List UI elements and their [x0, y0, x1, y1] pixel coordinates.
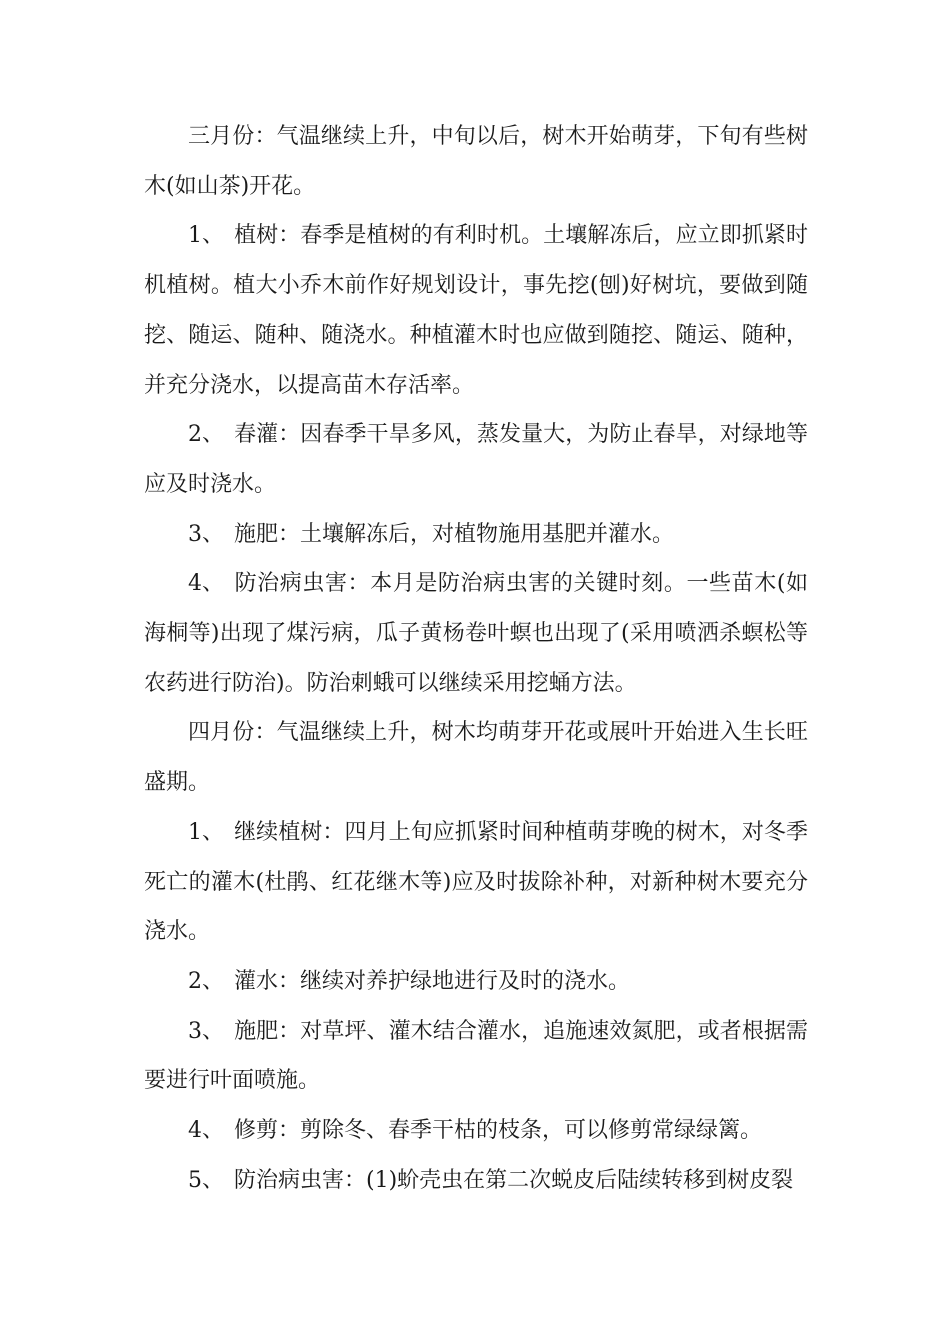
item-number: 1、: [188, 223, 224, 249]
item-number: 2、: [188, 968, 224, 994]
paragraph-april-fertilizing: [144, 1007, 808, 1106]
paragraph-text: 继续植树：四月上旬应抓紧时间种植萌芽晚的树木，对冬季死亡的灌木(杜鹃、红花继木等)应及时拔除补种，对新种树木要充分浇水。: [144, 819, 808, 945]
item-number: 2、: [188, 422, 224, 448]
item-number: 4、: [188, 571, 224, 597]
item-number: 3、: [188, 521, 224, 547]
paragraph-text: 修剪：剪除冬、春季干枯的枝条，可以修剪常绿绿篱。: [234, 1118, 763, 1144]
item-number: 4、: [188, 1118, 224, 1144]
paragraph-text: 植树：春季是植树的有利时机。土壤解冻后，应立即抓紧时机植树。植大小乔木前作好规划设计，事先挖(刨)好树坑，要做到随挖、随运、随种、随浇水。种植灌木时也应做到随挖、随运、随种，并充分浇水，以提高苗木存活率。: [144, 223, 808, 398]
paragraph-march-planting: [144, 211, 808, 410]
paragraph-april-pruning: [144, 1106, 808, 1156]
item-number: 3、: [188, 1018, 224, 1044]
paragraph-april-watering: [144, 957, 808, 1007]
paragraph-march-irrigation: [144, 410, 808, 509]
paragraph-march-intro: [144, 112, 808, 211]
item-number: 1、: [188, 819, 224, 845]
paragraph-march-fertilizing: [144, 510, 808, 560]
paragraph-text: 春灌：因春季干旱多风，蒸发量大，为防止春旱，对绿地等应及时浇水。: [144, 422, 808, 497]
paragraph-text: 四月份：气温继续上升，树木均萌芽开花或展叶开始进入生长旺盛期。: [144, 720, 808, 796]
paragraph-text: 灌水：继续对养护绿地进行及时的浇水。: [234, 968, 631, 994]
paragraph-text: 防治病虫害：本月是防治病虫害的关键时刻。一些苗木(如海桐等)出现了煤污病，瓜子黄杨卷叶螟也出现了(采用喷洒杀螟松等农药进行防治)。防治刺蛾可以继续采用挖蛹方法。: [144, 571, 808, 696]
paragraph-march-pest-control: [144, 559, 808, 708]
paragraph-text: 防治病虫害：(1)蚧壳虫在第二次蜕皮后陆续转移到树皮裂: [234, 1167, 794, 1193]
paragraph-april-pest-control: [144, 1156, 808, 1206]
paragraph-text: 施肥：对草坪、灌木结合灌水，追施速效氮肥，或者根据需要进行叶面喷施。: [144, 1018, 808, 1094]
document-body: [144, 112, 808, 1205]
paragraph-april-intro: [144, 708, 808, 807]
paragraph-april-planting: [144, 808, 808, 957]
item-number: 5、: [188, 1167, 224, 1193]
paragraph-text: 施肥：土壤解冻后，对植物施用基肥并灌水。: [234, 521, 675, 547]
paragraph-text: 三月份：气温继续上升，中旬以后，树木开始萌芽，下旬有些树木(如山茶)开花。: [144, 124, 808, 199]
